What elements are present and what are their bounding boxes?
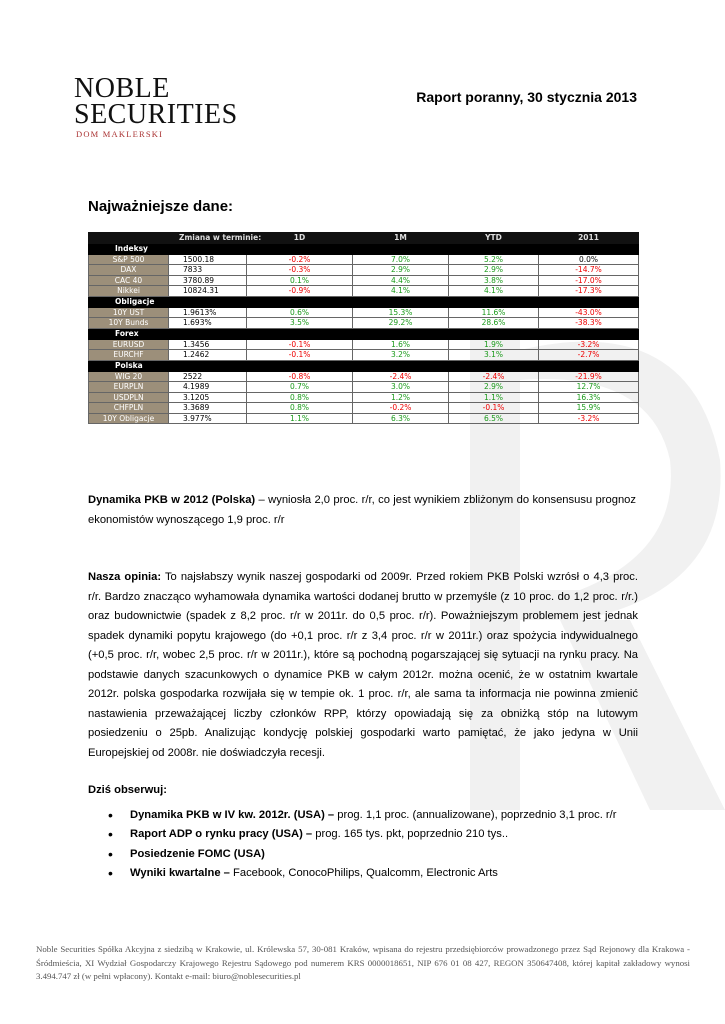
report-title: Raport poranny, 30 stycznia 2013 bbox=[416, 89, 637, 105]
table-row bbox=[89, 286, 639, 297]
row-change-y2011: -3.2% bbox=[539, 413, 639, 424]
table-row bbox=[89, 392, 639, 403]
row-label: DAX bbox=[89, 265, 169, 276]
footer-legal: Noble Securities Spółka Akcyjna z siedzibą w Krakowie, ul. Królewska 57, 30-081 Kraków, wpisana do rejestru przedsiębiorców prowadzonego przez Sąd Rejonowy dla Krakowa - Śródmieścia, XI Wydział Gospodarczy Krajowego Rejestru Sądowego pod numerem KRS 0000018651, NIP 676 01 08 427, REGON 350647408, której kapitał zakładowy wynosi 3.494.747 zł (w pełni wpłacony). Kontakt e-mail: biuro@noblesecurities.pl bbox=[36, 944, 690, 981]
table-group-row bbox=[89, 328, 639, 339]
row-label: 10Y UST bbox=[89, 307, 169, 318]
row-change-d1: -0.2% bbox=[247, 254, 353, 265]
header-cell: YTD bbox=[449, 233, 539, 244]
row-change-m1: 15.3% bbox=[353, 307, 449, 318]
row-label: 10Y Obligacje bbox=[89, 413, 169, 424]
row-change-d1: 0.6% bbox=[247, 307, 353, 318]
list-item bbox=[130, 825, 617, 844]
row-label: EURPLN bbox=[89, 382, 169, 393]
row-change-m1: 3.0% bbox=[353, 382, 449, 393]
row-change-ytd: 1.1% bbox=[449, 392, 539, 403]
row-change-m1: 6.3% bbox=[353, 413, 449, 424]
row-change-y2011: 15.9% bbox=[539, 403, 639, 414]
section-title: Najważniejsze dane: bbox=[88, 198, 234, 215]
gdp-heading: Dynamika PKB w 2012 (Polska) bbox=[88, 494, 256, 506]
row-label: WIG 20 bbox=[89, 371, 169, 382]
row-change-m1: 29.2% bbox=[353, 318, 449, 329]
row-change-y2011: 12.7% bbox=[539, 382, 639, 393]
row-change-ytd: 11.6% bbox=[449, 307, 539, 318]
row-change-ytd: 5.2% bbox=[449, 254, 539, 265]
table-row bbox=[89, 254, 639, 265]
row-level: 1.3456 bbox=[169, 339, 247, 350]
header-cell: Zmiana w terminie: bbox=[169, 233, 247, 244]
table-row bbox=[89, 265, 639, 276]
row-change-ytd: 28.6% bbox=[449, 318, 539, 329]
row-change-m1: 7.0% bbox=[353, 254, 449, 265]
header-cell: 2011 bbox=[539, 233, 639, 244]
row-label: Nikkei bbox=[89, 286, 169, 297]
header-cell-empty bbox=[89, 233, 169, 244]
table-header-row bbox=[89, 233, 639, 244]
watch-item-text: prog. 165 tys. pkt, poprzednio 210 tys.. bbox=[312, 828, 509, 841]
row-label: EURCHF bbox=[89, 350, 169, 361]
row-change-m1: 3.2% bbox=[353, 350, 449, 361]
row-change-d1: 0.7% bbox=[247, 382, 353, 393]
header-cell: 1D bbox=[247, 233, 353, 244]
list-item bbox=[130, 864, 617, 883]
table-row bbox=[89, 318, 639, 329]
list-item bbox=[130, 806, 617, 825]
row-change-y2011: -17.0% bbox=[539, 275, 639, 286]
row-level: 7833 bbox=[169, 265, 247, 276]
row-level: 4.1989 bbox=[169, 382, 247, 393]
row-level: 1.2462 bbox=[169, 350, 247, 361]
row-change-ytd: 6.5% bbox=[449, 413, 539, 424]
table-group-row bbox=[89, 360, 639, 371]
row-level: 2522 bbox=[169, 371, 247, 382]
company-logo bbox=[74, 73, 244, 139]
row-label: CAC 40 bbox=[89, 275, 169, 286]
row-change-d1: 0.8% bbox=[247, 403, 353, 414]
logo-line-noble: NOBLE bbox=[74, 73, 170, 104]
row-change-d1: 0.8% bbox=[247, 392, 353, 403]
row-change-d1: -0.8% bbox=[247, 371, 353, 382]
row-change-ytd: 1.9% bbox=[449, 339, 539, 350]
watch-item-text: Facebook, ConocoPhilips, Qualcomm, Electronic Arts bbox=[229, 866, 498, 879]
gdp-text: – wyniosła 2,0 proc. r/r, co jest wynikiem zbliżonym do konsensusu prognoz ekonomistów wynoszącego 1,9 proc. r/r bbox=[88, 494, 636, 526]
table-row bbox=[89, 307, 639, 318]
table-group-row bbox=[89, 296, 639, 307]
table-group-row bbox=[89, 243, 639, 254]
row-change-y2011: 16.3% bbox=[539, 392, 639, 403]
row-level: 1.9613% bbox=[169, 307, 247, 318]
row-level: 3.3689 bbox=[169, 403, 247, 414]
row-change-d1: -0.1% bbox=[247, 350, 353, 361]
row-level: 1.693% bbox=[169, 318, 247, 329]
opinion-heading: Nasza opinia: bbox=[88, 571, 162, 583]
table-row bbox=[89, 403, 639, 414]
table-row bbox=[89, 339, 639, 350]
watch-title: Dziś obserwuj: bbox=[88, 784, 167, 796]
group-label: Indeksy bbox=[89, 243, 639, 254]
row-change-y2011: -38.3% bbox=[539, 318, 639, 329]
row-change-y2011: -21.9% bbox=[539, 371, 639, 382]
header-cell: 1M bbox=[353, 233, 449, 244]
row-change-d1: -0.3% bbox=[247, 265, 353, 276]
group-label: Obligacje bbox=[89, 296, 639, 307]
row-change-ytd: -2.4% bbox=[449, 371, 539, 382]
logo-line-securities: SECURITIES bbox=[74, 99, 238, 130]
row-change-m1: -2.4% bbox=[353, 371, 449, 382]
row-level: 10824.31 bbox=[169, 286, 247, 297]
row-change-y2011: -3.2% bbox=[539, 339, 639, 350]
watch-item-bold: Posiedzenie FOMC (USA) bbox=[130, 847, 265, 860]
row-level: 3780.89 bbox=[169, 275, 247, 286]
row-change-ytd: 2.9% bbox=[449, 382, 539, 393]
table-row bbox=[89, 275, 639, 286]
row-change-ytd: 3.1% bbox=[449, 350, 539, 361]
row-change-y2011: 0.0% bbox=[539, 254, 639, 265]
table-row bbox=[89, 371, 639, 382]
group-label: Forex bbox=[89, 328, 639, 339]
logo-line-dm: DOM MAKLERSKI bbox=[76, 129, 164, 139]
table-row bbox=[89, 350, 639, 361]
opinion-paragraph bbox=[88, 568, 638, 763]
row-change-y2011: -17.3% bbox=[539, 286, 639, 297]
list-item bbox=[130, 845, 617, 864]
row-change-m1: 4.1% bbox=[353, 286, 449, 297]
watch-item-text: prog. 1,1 proc. (annualizowane), poprzednio 3,1 proc. r/r bbox=[334, 809, 617, 821]
row-level: 1500.18 bbox=[169, 254, 247, 265]
group-label: Polska bbox=[89, 360, 639, 371]
row-change-m1: 1.6% bbox=[353, 339, 449, 350]
row-change-y2011: -14.7% bbox=[539, 265, 639, 276]
table-row bbox=[89, 382, 639, 393]
table-row bbox=[89, 413, 639, 424]
opinion-text: To najsłabszy wynik naszej gospodarki od 2009r. Przed rokiem PKB Polski wzrósł o 4,3 proc. r/r. Bardzo znacząco wyhamowała dynamika wartości dodanej brutto w przemyśle (z 10 proc. do 1,2 proc. r/r.) oraz budownictwie (spadek z 8,2 proc. r/r w 2011r. do 0,5 proc. r/r). Poważniejszym problemem jest jednak spadek dynamiki popytu krajowego (do +0,1 proc. r/r z 3,4 proc. r/r w 2011r.) oraz spożycia indywidualnego (+0,5 proc. r/r, wobec 2,5 proc. r/r w 2011r.), które są pochodną pogarszającej się sytuacji na rynku pracy. Na podstawie danych szacunkowych o dynamice PKB w całym 2012r. można ocenić, że w ostatnim kwartale 2012r. polska gospodarka rozwijała się w tempie ok. 1 proc. r/r, ale sama ta informacja nie powinna zmienić nastawienia przeważającej liczby członków RPP, którzy opowiadają się za obniżką stóp na lutowym posiedzeniu o 25pb. Analizując kondycję polskiej gospodarki warto pamiętać, że jako jedyna w Unii Europejskiej od 2008r. nie doświadczyła recesji. bbox=[88, 571, 638, 759]
market-data-table bbox=[88, 232, 639, 424]
row-label: 10Y Bunds bbox=[89, 318, 169, 329]
row-change-d1: -0.9% bbox=[247, 286, 353, 297]
row-change-ytd: 2.9% bbox=[449, 265, 539, 276]
row-change-ytd: -0.1% bbox=[449, 403, 539, 414]
gdp-paragraph bbox=[88, 491, 636, 530]
row-change-ytd: 4.1% bbox=[449, 286, 539, 297]
row-label: CHFPLN bbox=[89, 403, 169, 414]
row-change-m1: 1.2% bbox=[353, 392, 449, 403]
row-change-d1: 1.1% bbox=[247, 413, 353, 424]
row-change-y2011: -2.7% bbox=[539, 350, 639, 361]
row-label: EURUSD bbox=[89, 339, 169, 350]
row-change-m1: 4.4% bbox=[353, 275, 449, 286]
row-level: 3.1205 bbox=[169, 392, 247, 403]
row-change-m1: -0.2% bbox=[353, 403, 449, 414]
row-label: USDPLN bbox=[89, 392, 169, 403]
row-change-d1: -0.1% bbox=[247, 339, 353, 350]
row-level: 3.977% bbox=[169, 413, 247, 424]
watch-item-bold: Dynamika PKB w IV kw. 2012r. (USA) – bbox=[130, 809, 335, 821]
watch-item-bold: Raport ADP o rynku pracy (USA) – bbox=[130, 828, 313, 841]
row-change-y2011: -43.0% bbox=[539, 307, 639, 318]
row-change-d1: 3.5% bbox=[247, 318, 353, 329]
row-label: S&P 500 bbox=[89, 254, 169, 265]
watch-item-bold: Wyniki kwartalne – bbox=[130, 866, 230, 879]
watch-list bbox=[88, 806, 617, 883]
row-change-ytd: 3.8% bbox=[449, 275, 539, 286]
row-change-m1: 2.9% bbox=[353, 265, 449, 276]
row-change-d1: 0.1% bbox=[247, 275, 353, 286]
